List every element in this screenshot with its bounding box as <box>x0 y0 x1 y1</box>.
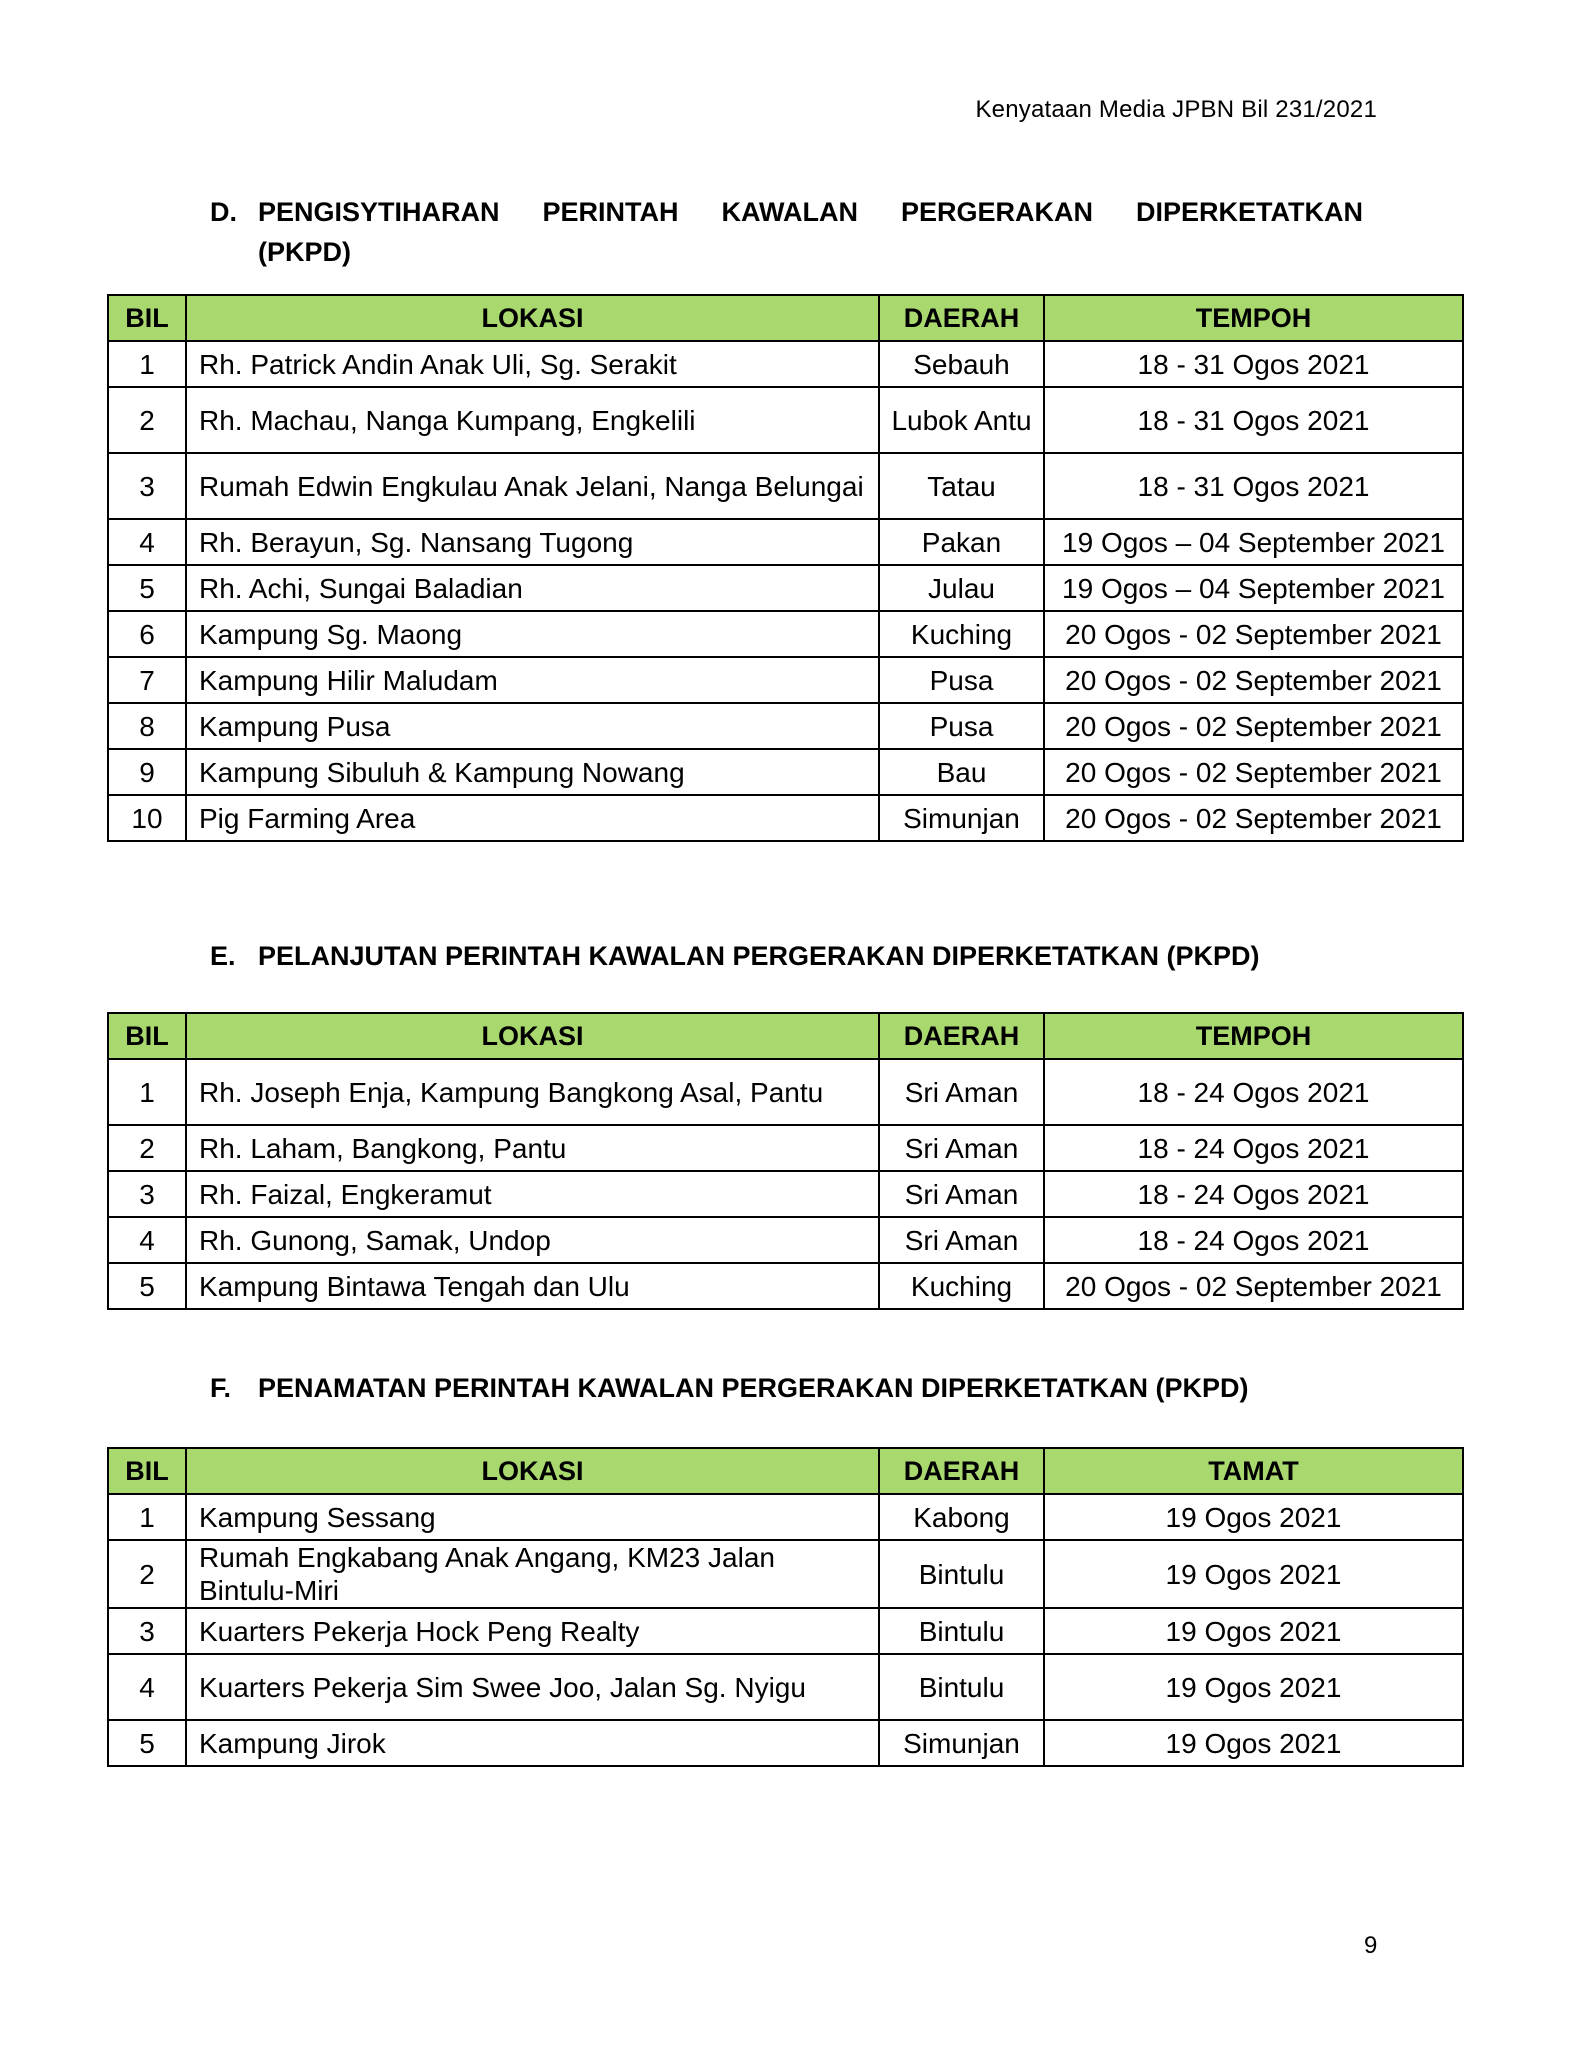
table-row <box>108 1217 1463 1263</box>
column-header-bil: BIL <box>108 295 186 341</box>
cell-lokasi: Kampung Sessang <box>186 1494 879 1540</box>
document-reference: Kenyataan Media JPBN Bil 231/2021 <box>975 96 1377 123</box>
section-letter: E. <box>210 941 236 971</box>
cell-daerah: Simunjan <box>879 1720 1044 1766</box>
table-row <box>108 749 1463 795</box>
cell-bil: 8 <box>108 703 186 749</box>
cell-tempoh: 18 - 31 Ogos 2021 <box>1044 341 1463 387</box>
cell-bil: 1 <box>108 1494 186 1540</box>
cell-lokasi: Kampung Pusa <box>186 703 879 749</box>
column-header-daerah: DAERAH <box>879 1013 1044 1059</box>
cell-lokasi: Rh. Gunong, Samak, Undop <box>186 1217 879 1263</box>
cell-tempoh: 20 Ogos - 02 September 2021 <box>1044 795 1463 841</box>
cell-bil: 2 <box>108 1540 186 1608</box>
cell-bil: 2 <box>108 1125 186 1171</box>
table-row <box>108 1171 1463 1217</box>
cell-lokasi: Rh. Berayun, Sg. Nansang Tugong <box>186 519 879 565</box>
column-header-lokasi: LOKASI <box>186 1448 879 1494</box>
cell-lokasi: Kampung Jirok <box>186 1720 879 1766</box>
cell-bil: 3 <box>108 1171 186 1217</box>
cell-bil: 3 <box>108 453 186 519</box>
cell-daerah: Kuching <box>879 1263 1044 1309</box>
cell-lokasi: Rh. Patrick Andin Anak Uli, Sg. Serakit <box>186 341 879 387</box>
cell-daerah: Julau <box>879 565 1044 611</box>
cell-daerah: Pusa <box>879 703 1044 749</box>
table-row <box>108 1263 1463 1309</box>
column-header-lokasi: LOKASI <box>186 295 879 341</box>
cell-bil: 4 <box>108 1217 186 1263</box>
pkpd-extension-table <box>107 1012 1464 1310</box>
cell-bil: 6 <box>108 611 186 657</box>
cell-tempoh: 20 Ogos - 02 September 2021 <box>1044 657 1463 703</box>
column-header-tempoh: TEMPOH <box>1044 1013 1463 1059</box>
table-row <box>108 1608 1463 1654</box>
cell-daerah: Pusa <box>879 657 1044 703</box>
cell-daerah: Bintulu <box>879 1540 1044 1608</box>
cell-daerah: Bintulu <box>879 1654 1044 1720</box>
cell-bil: 3 <box>108 1608 186 1654</box>
cell-lokasi: Rh. Laham, Bangkong, Pantu <box>186 1125 879 1171</box>
cell-tempoh: 20 Ogos - 02 September 2021 <box>1044 611 1463 657</box>
cell-daerah: Sri Aman <box>879 1217 1044 1263</box>
cell-tempoh: 18 - 24 Ogos 2021 <box>1044 1125 1463 1171</box>
cell-daerah: Kuching <box>879 611 1044 657</box>
cell-bil: 1 <box>108 1059 186 1125</box>
cell-daerah: Bintulu <box>879 1608 1044 1654</box>
cell-lokasi: Rumah Engkabang Anak Angang, KM23 Jalan Bintulu-Miri <box>186 1540 879 1608</box>
table-header-row <box>108 295 1463 341</box>
column-header-daerah: DAERAH <box>879 295 1044 341</box>
table-row <box>108 657 1463 703</box>
cell-daerah: Bau <box>879 749 1044 795</box>
cell-lokasi: Pig Farming Area <box>186 795 879 841</box>
column-header-lokasi: LOKASI <box>186 1013 879 1059</box>
table-header-row <box>108 1448 1463 1494</box>
cell-tempoh: 20 Ogos - 02 September 2021 <box>1044 703 1463 749</box>
cell-tempoh: 18 - 24 Ogos 2021 <box>1044 1059 1463 1125</box>
section-d-title <box>210 192 1380 272</box>
cell-daerah: Lubok Antu <box>879 387 1044 453</box>
cell-bil: 4 <box>108 519 186 565</box>
column-header-bil: BIL <box>108 1013 186 1059</box>
section-title-text: PELANJUTAN PERINTAH KAWALAN PERGERAKAN DIPERKETATKAN (PKPD) <box>258 941 1260 971</box>
section-title-line1: PENGISYTIHARAN PERINTAH KAWALAN PERGERAKAN DIPERKETATKAN <box>258 197 1363 227</box>
table-row <box>108 341 1463 387</box>
table-header-row <box>108 1013 1463 1059</box>
section-letter: F. <box>210 1373 232 1403</box>
table-row <box>108 1720 1463 1766</box>
table-row <box>108 387 1463 453</box>
cell-bil: 4 <box>108 1654 186 1720</box>
cell-lokasi: Rh. Joseph Enja, Kampung Bangkong Asal, Pantu <box>186 1059 879 1125</box>
cell-tempoh: 18 - 31 Ogos 2021 <box>1044 453 1463 519</box>
cell-tempoh: 19 Ogos 2021 <box>1044 1494 1463 1540</box>
cell-bil: 2 <box>108 387 186 453</box>
cell-tempoh: 19 Ogos 2021 <box>1044 1654 1463 1720</box>
cell-lokasi: Kampung Hilir Maludam <box>186 657 879 703</box>
cell-bil: 1 <box>108 341 186 387</box>
section-e-title <box>210 936 1380 976</box>
cell-daerah: Simunjan <box>879 795 1044 841</box>
cell-bil: 10 <box>108 795 186 841</box>
table-row <box>108 1059 1463 1125</box>
cell-daerah: Pakan <box>879 519 1044 565</box>
table-row <box>108 611 1463 657</box>
cell-tempoh: 19 Ogos – 04 September 2021 <box>1044 565 1463 611</box>
cell-lokasi: Kuarters Pekerja Sim Swee Joo, Jalan Sg. Nyigu <box>186 1654 879 1720</box>
table-row <box>108 565 1463 611</box>
section-title-text: PENAMATAN PERINTAH KAWALAN PERGERAKAN DIPERKETATKAN (PKPD) <box>258 1373 1249 1403</box>
cell-tempoh: 18 - 31 Ogos 2021 <box>1044 387 1463 453</box>
cell-daerah: Kabong <box>879 1494 1044 1540</box>
cell-daerah: Sri Aman <box>879 1125 1044 1171</box>
table-row <box>108 703 1463 749</box>
cell-lokasi: Rumah Edwin Engkulau Anak Jelani, Nanga Belungai <box>186 453 879 519</box>
cell-daerah: Sebauh <box>879 341 1044 387</box>
cell-daerah: Tatau <box>879 453 1044 519</box>
table-row <box>108 519 1463 565</box>
cell-lokasi: Kampung Sibuluh & Kampung Nowang <box>186 749 879 795</box>
cell-tempoh: 19 Ogos 2021 <box>1044 1608 1463 1654</box>
cell-lokasi: Kampung Bintawa Tengah dan Ulu <box>186 1263 879 1309</box>
table-row <box>108 1654 1463 1720</box>
cell-tempoh: 20 Ogos - 02 September 2021 <box>1044 749 1463 795</box>
cell-lokasi: Rh. Machau, Nanga Kumpang, Engkelili <box>186 387 879 453</box>
pkpd-declaration-table <box>107 294 1464 842</box>
pkpd-termination-table <box>107 1447 1464 1767</box>
cell-tempoh: 20 Ogos - 02 September 2021 <box>1044 1263 1463 1309</box>
column-header-tempoh: TEMPOH <box>1044 295 1463 341</box>
cell-lokasi: Rh. Faizal, Engkeramut <box>186 1171 879 1217</box>
table-row <box>108 795 1463 841</box>
cell-daerah: Sri Aman <box>879 1059 1044 1125</box>
section-letter: D. <box>210 197 237 227</box>
cell-bil: 9 <box>108 749 186 795</box>
cell-daerah: Sri Aman <box>879 1171 1044 1217</box>
section-f-title <box>210 1368 1380 1408</box>
cell-tempoh: 19 Ogos 2021 <box>1044 1720 1463 1766</box>
cell-tempoh: 18 - 24 Ogos 2021 <box>1044 1217 1463 1263</box>
cell-lokasi: Kampung Sg. Maong <box>186 611 879 657</box>
cell-bil: 5 <box>108 1720 186 1766</box>
page-number: 9 <box>1364 1932 1378 1959</box>
table-row <box>108 1125 1463 1171</box>
cell-tempoh: 19 Ogos 2021 <box>1044 1540 1463 1608</box>
cell-tempoh: 19 Ogos – 04 September 2021 <box>1044 519 1463 565</box>
column-header-bil: BIL <box>108 1448 186 1494</box>
cell-bil: 5 <box>108 565 186 611</box>
table-row <box>108 1494 1463 1540</box>
table-row <box>108 453 1463 519</box>
table-row <box>108 1540 1463 1608</box>
cell-lokasi: Rh. Achi, Sungai Baladian <box>186 565 879 611</box>
cell-bil: 7 <box>108 657 186 703</box>
cell-lokasi: Kuarters Pekerja Hock Peng Realty <box>186 1608 879 1654</box>
column-header-tempoh: TAMAT <box>1044 1448 1463 1494</box>
section-title-line2: (PKPD) <box>258 237 351 267</box>
cell-bil: 5 <box>108 1263 186 1309</box>
column-header-daerah: DAERAH <box>879 1448 1044 1494</box>
cell-tempoh: 18 - 24 Ogos 2021 <box>1044 1171 1463 1217</box>
